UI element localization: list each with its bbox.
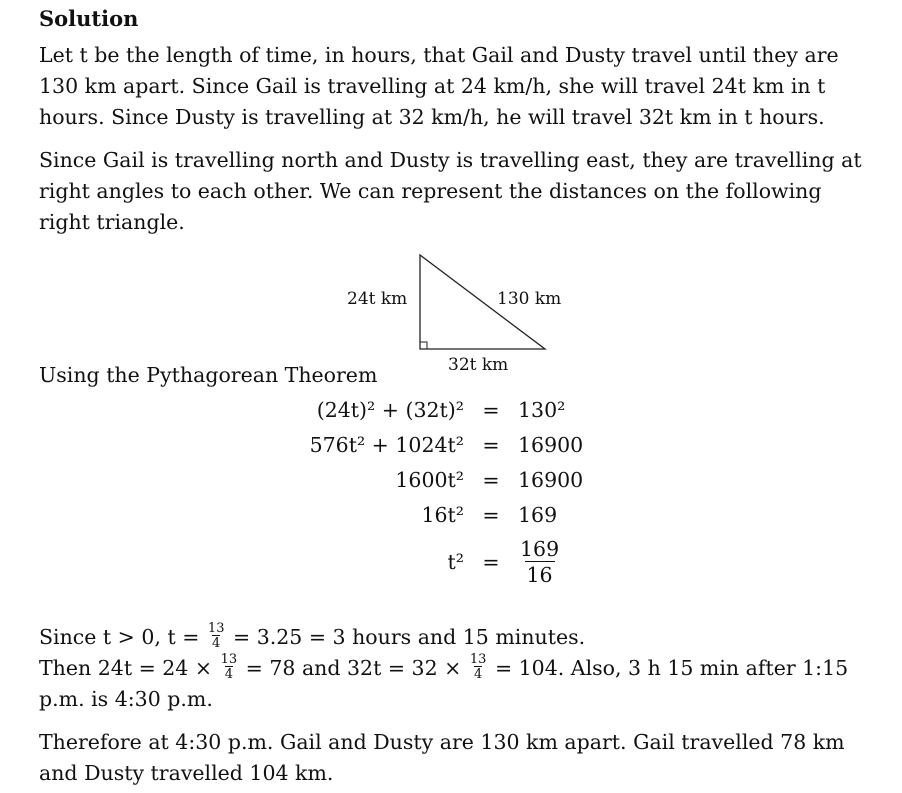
equals-sign: =	[482, 467, 500, 492]
fraction-numerator: 13	[469, 651, 487, 667]
paragraph1-line3: hours. Since Dusty is travelling at 32 km/h, he will travel 32t km in t hours.	[39, 105, 825, 129]
fraction-numerator: 13	[220, 651, 238, 667]
conclusion-section	[39, 622, 884, 789]
paragraph2-line3: right triangle.	[39, 210, 185, 234]
equation-rhs: 169	[518, 502, 558, 527]
equals-sign: =	[482, 397, 500, 422]
paragraph2-line1: Since Gail is travelling north and Dusty is travelling east, they are travelling at	[39, 148, 862, 172]
conclusion2-part3: = 104. Also, 3 h 15 min after 1:15	[494, 656, 849, 680]
fraction-13-over-4	[208, 622, 225, 650]
solution-document	[39, 6, 884, 238]
paragraph-define-t	[39, 40, 884, 133]
equation-lhs: 1600t²	[395, 467, 464, 492]
conclusion-t-value	[39, 622, 884, 653]
equation-rhs: 130²	[518, 397, 566, 422]
equation-rhs: 16900	[518, 432, 584, 457]
equation-row	[250, 462, 630, 497]
hypotenuse-label: 130 km	[497, 289, 562, 309]
final-answer	[39, 727, 884, 789]
conclusion1-suffix: = 3.25 = 3 hours and 15 minutes.	[233, 625, 586, 649]
equation-row	[250, 532, 630, 592]
solution-heading: Solution	[39, 6, 139, 31]
paragraph1-line1: Let t be the length of time, in hours, that Gail and Dusty travel until they are	[39, 43, 839, 67]
equals-sign: =	[482, 550, 500, 574]
equation-lhs: (24t)² + (32t)²	[316, 397, 464, 422]
conclusion-distances	[39, 653, 884, 715]
paragraph2-line2: right angles to each other. We can represent the distances on the following	[39, 179, 822, 203]
equation-row	[250, 392, 630, 427]
equation-row	[250, 427, 630, 462]
conclusion2-line2: p.m. is 4:30 p.m.	[39, 687, 213, 711]
vertical-side-label: 24t km	[347, 289, 408, 309]
conclusion2-part1: Then 24t = 24 ×	[39, 656, 213, 680]
equation-row	[250, 497, 630, 532]
right-angle-marker	[420, 342, 427, 349]
paragraph1-line2: 130 km apart. Since Gail is travelling at 24 km/h, she will travel 24t km in t	[39, 74, 826, 98]
conclusion1-prefix: Since t > 0, t =	[39, 625, 200, 649]
equals-sign: =	[482, 502, 500, 527]
equation-lhs: 16t²	[421, 502, 464, 527]
fraction-numerator: 169	[520, 536, 560, 561]
conclusion2-part2: = 78 and 32t = 32 ×	[245, 656, 462, 680]
equals-sign: =	[482, 432, 500, 457]
theorem-intro: Using the Pythagorean Theorem	[39, 363, 378, 387]
fraction-denominator: 16	[526, 562, 553, 587]
final-line2: and Dusty travelled 104 km.	[39, 761, 334, 785]
equation-rhs	[504, 537, 561, 588]
base-side-label: 32t km	[448, 355, 509, 375]
equation-array	[250, 392, 630, 592]
equation-rhs: 16900	[518, 467, 584, 492]
fraction-denominator: 4	[224, 666, 233, 682]
fraction-13-over-4	[470, 653, 487, 681]
equation-lhs: 576t² + 1024t²	[309, 432, 464, 457]
fraction-denominator: 4	[212, 635, 221, 651]
fraction-numerator: 13	[207, 620, 225, 636]
paragraph-right-angles	[39, 145, 884, 238]
fraction-169-over-16	[518, 537, 561, 588]
fraction-13-over-4	[221, 653, 238, 681]
equation-lhs: t²	[447, 550, 464, 574]
fraction-denominator: 4	[473, 666, 483, 682]
final-line1: Therefore at 4:30 p.m. Gail and Dusty are 130 km apart. Gail travelled 78 km	[39, 730, 845, 754]
